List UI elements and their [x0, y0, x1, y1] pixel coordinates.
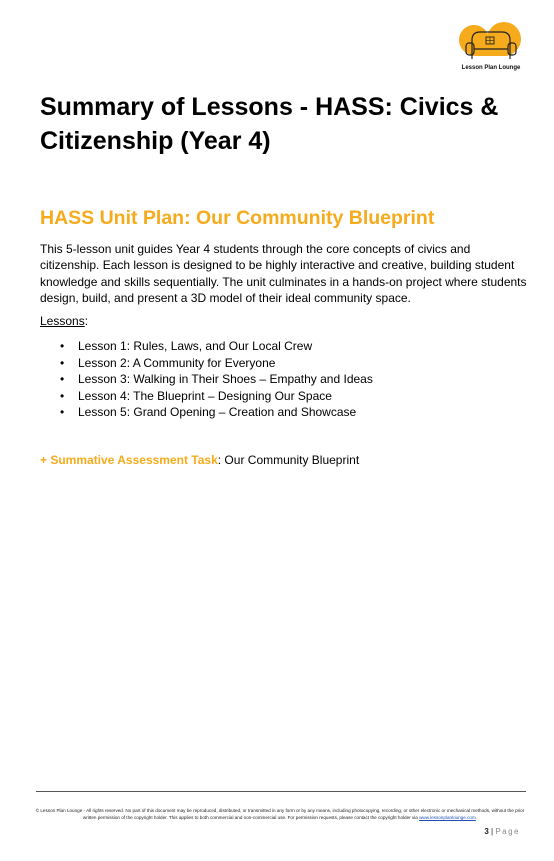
summative-assessment-label: + Summative Assessment Task	[40, 453, 218, 467]
lessons-heading	[40, 313, 88, 329]
lesson-item-label: Lesson 5: Grand Opening – Creation and Showcase	[78, 405, 357, 419]
unit-title: HASS Unit Plan: Our Community Blueprint	[40, 207, 435, 229]
sofa-logo-icon	[458, 20, 524, 66]
lesson-item-label: Lesson 2: A Community for Everyone	[78, 355, 276, 370]
page-title: Summary of Lessons - HASS: Civics & Citizenship (Year 4)	[40, 93, 499, 155]
page-label: Page	[495, 827, 520, 836]
copyright-end: .	[475, 814, 478, 820]
page-number	[484, 827, 520, 836]
footer-divider	[36, 791, 526, 792]
bullet-icon: •	[60, 388, 65, 403]
logo-text: Lesson Plan Lounge	[461, 65, 521, 71]
lesson-item	[40, 338, 373, 355]
lessons-label-colon: :	[84, 314, 89, 328]
lessons-label: Lessons	[40, 314, 85, 328]
bullet-icon: •	[60, 355, 65, 370]
lesson-item-label: Lesson 3: Walking in Their Shoes – Empathy and Ideas	[78, 372, 373, 386]
lesson-item-label: Lesson 1: Rules, Laws, and Our Local Crew	[78, 339, 313, 353]
lesson-item	[40, 388, 373, 405]
intro-paragraph: This 5-lesson unit guides Year 4 students through the core concepts of civics and citizenship. Each lesson is designed to be highly interactive and creative, building student knowledge and skills sequentially. The unit culminates in a hands-on project where students design, build, and present a 3D model of their ideal community space.	[40, 242, 527, 305]
summative-assessment	[40, 452, 359, 468]
bullet-icon: •	[60, 372, 65, 386]
summative-assessment-task: : Our Community Blueprint	[217, 453, 360, 467]
lesson-list	[40, 338, 373, 421]
lesson-item-label: Lesson 4: The Blueprint – Designing Our Space	[78, 388, 332, 403]
copyright-notice	[30, 808, 530, 821]
lesson-item	[40, 404, 373, 421]
bullet-icon: •	[60, 405, 65, 419]
lesson-plan-lounge-logo	[458, 20, 524, 78]
page-number-separator: |	[488, 827, 496, 836]
lesson-item	[40, 355, 373, 372]
copyright-text: © Lesson Plan Lounge - All rights reserved. No part of this document may be reproduced, distributed, or transmitted in any form or by any means, including photocopying, recording, or other electronic or mechanical methods, without the prior written permission of the copyright holder. This applies to both commercial and non-commercial use. For permission requests, please contact the copyright holder via	[35, 808, 525, 820]
bullet-icon: •	[60, 339, 65, 353]
page-number-value: 3	[484, 827, 489, 836]
lesson-item	[40, 371, 373, 388]
website-link[interactable]: www.lessonplanlounge.com	[419, 814, 476, 820]
